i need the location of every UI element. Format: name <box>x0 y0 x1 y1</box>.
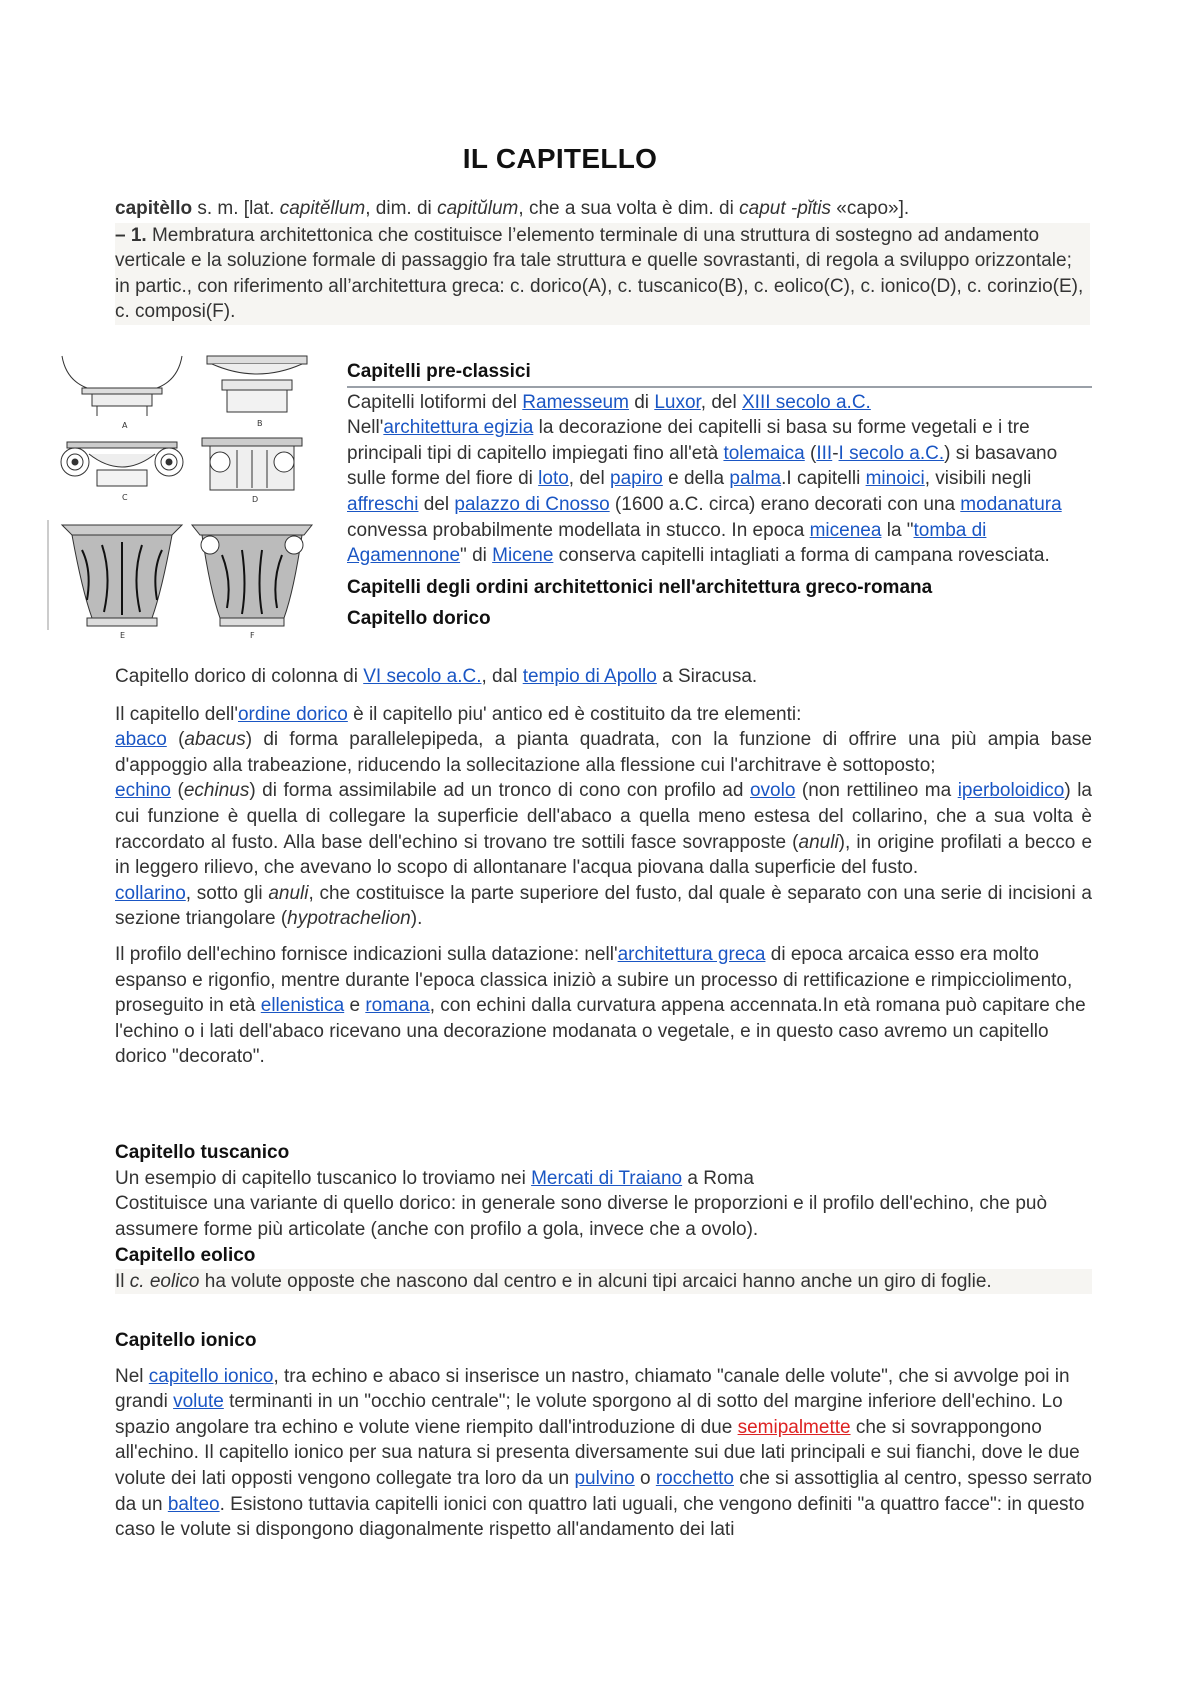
preclassici-caption: Capitelli lotiformi del Ramesseum di Luxor, del XIII secolo a.C. <box>347 391 871 413</box>
link-modanatura[interactable]: modanatura <box>960 493 1062 515</box>
tuscanico-paragraph: Costituisce una variante di quello dorico: in generale sono diverse le proporzioni e il profilo dell'echino, che può assumere forme più articolate (anche con profilo a gola, invece che a ovolo). <box>115 1193 1048 1240</box>
latin-term: caput -pĭtis <box>739 198 831 219</box>
figure-letter-d: D <box>252 495 259 504</box>
link-tomba-di-agamennone[interactable]: tomba di Agamennone <box>347 519 987 567</box>
dorico-profilo: Il profilo dell'echino fornisce indicazioni sulla datazione: nell'architettura greca di epoca arcaica esso era molto espanso e rigonfio, mentre durante l'epoca classica iniziò a subire un processo di rettificazione e rimpicciolimento, proseguito in età ellenistica e romana, con echini dalla curvatura appena accennata.In età romana può capitare che l'echino o i lati dell'abaco ricevano una decorazione modanata o vegetale, e in questo caso avremo un capitello dorico "decorato". <box>115 943 1086 1068</box>
dorico-echino: echino (echinus) di forma assimilabile ad un tronco di cono con profilo ad ovolo (non rettilineo ma iperboloidico) la cui funzione è quella di collegare la superficie dell'abaco a quella meno estesa del collarino, che a sua volta è raccordato al fusto. Alla base dell'echino si trovano tre sottili fasce sovrapposte (anuli), in origine profilati a becco e in leggero rilievo, che avevano lo scopo di allontanare l'acqua piovana dalla superficie del fusto. <box>115 780 1093 879</box>
capital-c-abacus <box>67 442 177 448</box>
ionico-section <box>115 1328 1092 1543</box>
link-luxor[interactable]: Luxor <box>654 391 701 413</box>
latin-term: capitŭlum <box>437 198 519 219</box>
dorico-collarino: collarino, sotto gli anuli, che costituisce la parte superiore del fusto, dal quale è separato con una serie di incisioni a sezione triangolare (hypotrachelion). <box>115 882 1092 930</box>
eolico-section <box>115 1243 1092 1294</box>
figure-letter-a: A <box>122 421 128 430</box>
section-heading-ionico: Capitello ionico <box>115 1330 257 1351</box>
section-heading-tuscanico: Capitello tuscanico <box>115 1142 290 1163</box>
capital-b-abacus <box>207 356 307 364</box>
dorico-section <box>115 664 1092 1070</box>
figure-letter-b: B <box>257 419 263 428</box>
link-pulvino[interactable]: pulvino <box>574 1467 635 1489</box>
definition-number: – 1. <box>115 224 147 246</box>
section-heading-eolico: Capitello eolico <box>115 1245 256 1266</box>
definition-block <box>115 196 1090 325</box>
section-heading-ordini: Capitelli degli ordini architettonici nell'architettura greco-romana <box>347 576 933 598</box>
link-semipalmette[interactable]: semipalmette <box>737 1416 851 1438</box>
link-rocchetto[interactable]: rocchetto <box>655 1467 734 1489</box>
link-loto[interactable]: loto <box>538 468 569 490</box>
link-ordine-dorico[interactable]: ordine dorico <box>237 703 348 725</box>
link-papiro[interactable]: papiro <box>610 468 663 490</box>
capital-d-abacus <box>202 438 302 446</box>
link-ovolo[interactable]: ovolo <box>749 780 796 802</box>
link-i-secolo[interactable]: I secolo a.C. <box>838 442 945 464</box>
link-palma[interactable]: palma <box>729 468 782 490</box>
link-mercati-di-traiano[interactable]: Mercati di Traiano <box>531 1167 683 1189</box>
definition-text: , dim. di <box>365 198 438 219</box>
section-heading-preclassici: Capitelli pre-classici <box>347 359 1092 388</box>
figure-letter-f: F <box>250 631 255 640</box>
definition-body: Membratura architettonica che costituisce l’elemento terminale di una struttura di sostegno ad andamento verticale e la soluzione formale di passaggio fra tale struttura e quelle sovrastanti, di regola a sviluppo orizzontale; in partic., con riferimento all’architettura greca: c. dorico(A), c. tuscanico(B), c. eolico(C), c. ionico(D), c. corinzio(E), c. composi(F). <box>115 224 1084 323</box>
capital-f-abacus <box>192 525 312 535</box>
definition-text: , che a sua volta è dim. di <box>518 198 740 219</box>
link-palazzo-di-cnosso[interactable]: palazzo di Cnosso <box>454 493 610 515</box>
capital-e-abacus <box>62 525 182 535</box>
capitals-figure <box>42 350 318 642</box>
link-architettura-greca[interactable]: architettura greca <box>617 943 766 965</box>
eolico-paragraph: Il c. eolico ha volute opposte che nascono dal centro e in alcuni tipi arcaici hanno anche un giro di foglie. <box>115 1269 1092 1295</box>
link-minoici[interactable]: minoici <box>865 468 925 490</box>
capitals-illustration <box>42 350 318 642</box>
definition-text: «capo»]. <box>831 198 910 219</box>
capital-a-abacus <box>82 388 162 394</box>
figure-letter-e: E <box>120 631 126 640</box>
preclassici-paragraph: Nell'architettura egizia la decorazione dei capitelli si basa su forme vegetali e i tre principali tipi di capitello impiegati fino all'età tolemaica (III-I secolo a.C.) si basavano sulle forme del fiore di loto, del papiro e della palma.I capitelli minoici, visibili negli affreschi del palazzo di Cnosso (1600 a.C. circa) erano decorati con una modanatura convessa probabilmente modellata in stucco. In epoca micenea la "tomba di Agamennone" di Micene conserva capitelli intagliati a forma di campana rovesciata. <box>347 417 1062 567</box>
link-xiii-secolo[interactable]: XIII secolo a.C. <box>742 391 871 413</box>
dorico-intro: Il capitello dell'ordine dorico è il capitello piu' antico ed è costituito da tre elementi: <box>115 703 802 725</box>
capital-a-echinus <box>92 394 152 406</box>
capital-b-echinus <box>212 364 302 374</box>
link-micenea[interactable]: micenea <box>809 519 882 541</box>
link-romana[interactable]: romana <box>365 995 430 1017</box>
link-ramesseum[interactable]: Ramesseum <box>522 391 629 413</box>
link-tempio-di-apollo[interactable]: tempio di Apollo <box>522 666 657 687</box>
dorico-caption: Capitello dorico di colonna di VI secolo a.C., dal tempio di Apollo a Siracusa. <box>115 666 758 687</box>
definition-term: capitèllo <box>115 198 193 219</box>
dorico-abaco: abaco (abacus) di forma parallelepipeda, a pianta quadrata, con la funzione di offrire una più ampia base d'appoggio alla trabeazione, riducendo la sollecitazione alla flessione cui l'architrave è sottoposto; <box>115 729 1093 776</box>
link-abaco[interactable]: abaco <box>115 729 167 751</box>
link-volute[interactable]: volute <box>173 1391 224 1413</box>
link-iii[interactable]: III <box>816 442 833 464</box>
link-collarino[interactable]: collarino <box>115 882 186 904</box>
link-architettura-egizia[interactable]: architettura egizia <box>383 417 534 439</box>
link-iperboloidico[interactable]: iperboloidico <box>957 780 1065 802</box>
link-tolemaica[interactable]: tolemaica <box>723 442 805 464</box>
link-ellenistica[interactable]: ellenistica <box>260 995 345 1017</box>
latin-term: capitĕllum <box>279 198 366 219</box>
link-capitello-ionico[interactable]: capitello ionico <box>148 1365 274 1387</box>
link-echino[interactable]: echino <box>115 780 171 802</box>
link-affreschi[interactable]: affreschi <box>347 493 419 515</box>
figure-letter-c: C <box>122 493 128 502</box>
capital-a-outline <box>62 356 182 388</box>
page-title: IL CAPITELLO <box>462 143 658 174</box>
link-balteo[interactable]: balteo <box>167 1493 220 1515</box>
definition-text: s. m. [lat. <box>192 198 280 219</box>
tuscanico-caption: Un esempio di capitello tuscanico lo troviamo nei Mercati di Traiano a Roma <box>115 1167 754 1189</box>
tuscanico-section <box>115 1140 1092 1242</box>
section-heading-dorico: Capitello dorico <box>347 608 491 630</box>
link-vi-secolo[interactable]: VI secolo a.C. <box>363 666 482 687</box>
preclassici-section <box>347 359 1092 632</box>
ionico-paragraph: Nel capitello ionico, tra echino e abaco si inserisce un nastro, chiamato "canale delle volute", che si avvolge poi in grandi volute terminanti in un "occhio centrale"; le volute sporgono al di sotto del margine inferiore dell'echino. Lo spazio angolare tra echino e volute viene riempito dall'introduzione di due semipalmette che si sovrappongono all'echino. Il capitello ionico per sua natura si presenta diversamente sui due lati principali e sui fianchi, dove le due volute dei lati opposti vengono collegate tra loro da un pulvino o rocchetto che si assottiglia al centro, spesso serrato da un balteo. Esistono tuttavia capitelli ionici con quattro lati uguali, che vengono definiti "a quattro facce": in questo caso le volute si dispongono diagonalmente rispetto all'andamento dei lati <box>115 1365 1092 1541</box>
link-micene[interactable]: Micene <box>492 545 554 567</box>
